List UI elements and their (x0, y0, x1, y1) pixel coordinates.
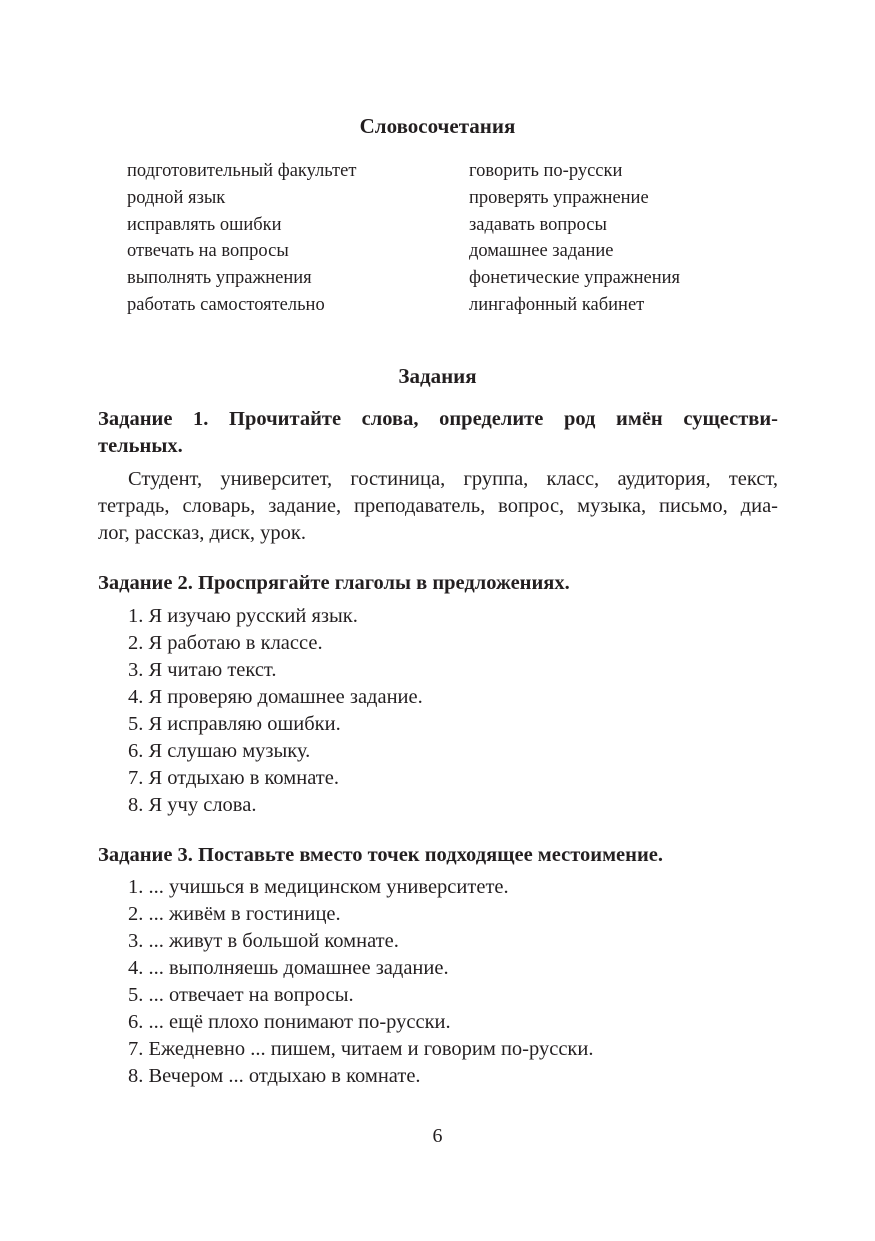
task2-item: 5. Я исправляю ошибки. (128, 713, 341, 735)
phrase-item: отвечать на вопросы (127, 241, 289, 262)
task1-heading-line: Задание 1. Прочитайте слова, определите род имён существи- (98, 408, 778, 430)
task3-item: 5. ... отвечает на вопросы. (128, 984, 354, 1006)
task2-item: 3. Я читаю текст. (128, 659, 277, 681)
phrase-item: задавать вопросы (469, 214, 607, 235)
phrases-right-column (469, 158, 680, 319)
task1-heading (98, 406, 778, 460)
phrase-item: говорить по-русски (469, 161, 623, 181)
task2-item: 2. Я работаю в классе. (128, 632, 323, 654)
task2-item: 6. Я слушаю музыку. (128, 740, 311, 762)
phrases-title: Словосочетания (359, 114, 516, 138)
task1-body-line: лог, рассказ, диск, урок. (98, 522, 307, 544)
task2-list (128, 603, 423, 819)
task3-item: 7. Ежедневно ... пишем, читаем и говорим по-русски. (128, 1038, 594, 1060)
phrase-item: выполнять упражнения (127, 268, 312, 289)
task3-item: 6. ... ещё плохо понимают по-русски. (128, 1011, 451, 1033)
phrase-item: исправлять ошибки (127, 214, 282, 235)
task3-item: 4. ... выполняешь домашнее задание. (128, 957, 449, 979)
task2-item: 4. Я проверяю домашнее задание. (128, 686, 423, 708)
task3-item: 3. ... живут в большой комнате. (128, 930, 399, 952)
task3-list (128, 874, 593, 1090)
tasks-title: Задания (398, 364, 477, 388)
phrase-item: родной язык (127, 187, 226, 208)
phrase-item: подготовительный факультет (127, 161, 357, 181)
task2-item: 7. Я отдыхаю в комнате. (128, 767, 339, 789)
task1-body-line: Студент, университет, гостиница, группа, класс, аудитория, текст, (128, 468, 778, 490)
task3-item: 1. ... учишься в медицинском университете. (128, 876, 509, 898)
task3-heading: Задание 3. Поставьте вместо точек подходящее местоимение. (98, 844, 663, 866)
task2-item: 1. Я изучаю русский язык. (128, 605, 358, 627)
phrase-item: лингафонный кабинет (469, 294, 645, 315)
task2-heading: Задание 2. Проспрягайте глаголы в предложениях. (98, 572, 570, 594)
phrase-item: проверять упражнение (469, 187, 649, 208)
task1-body (98, 466, 778, 547)
phrase-item: домашнее задание (469, 241, 614, 262)
phrase-item: фонетические упражнения (469, 268, 681, 289)
task1-heading-line: тельных. (98, 435, 183, 457)
task1-body-line: тетрадь, словарь, задание, преподаватель, вопрос, музыка, письмо, диа- (98, 495, 778, 517)
page-number: 6 (432, 1125, 443, 1147)
task3-item: 2. ... живём в гостинице. (128, 903, 341, 925)
phrase-item: работать самостоятельно (127, 294, 325, 315)
task2-item: 8. Я учу слова. (128, 794, 257, 816)
phrases-left-column (127, 158, 356, 319)
task3-item: 8. Вечером ... отдыхаю в комнате. (128, 1065, 421, 1087)
